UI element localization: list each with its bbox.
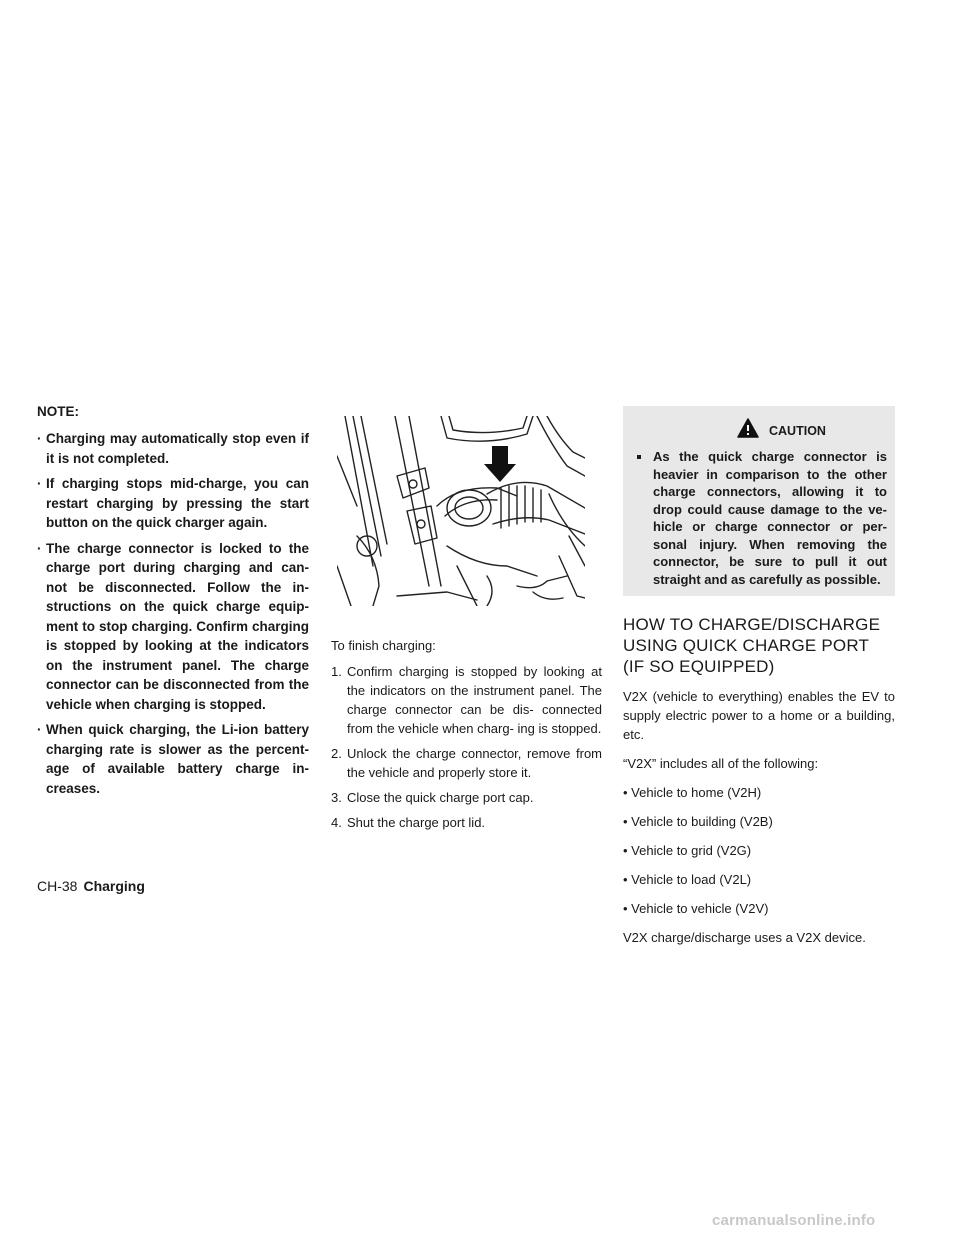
page-number: CH-38	[37, 878, 78, 894]
page-footer	[37, 878, 145, 894]
caution-box	[623, 406, 895, 596]
step-item: 4. Shut the charge port lid.	[331, 815, 486, 830]
note-item: · When quick charging, the Li-ion battery charging rate is slower as the percent- age of available battery charge in- creases.	[37, 722, 309, 796]
caution-header	[631, 414, 887, 440]
v2x-item: • Vehicle to load (V2L)	[623, 872, 752, 887]
watermark: carmanualsonline.info	[712, 1212, 876, 1229]
footer-section: Charging	[83, 878, 145, 894]
step-item: 2. Unlock the charge connector, remove from the vehicle and properly store it.	[331, 746, 602, 780]
note-list	[37, 429, 309, 798]
v2x-includes: “V2X” includes all of the following:	[623, 756, 819, 771]
finish-steps	[331, 662, 602, 832]
finish-column	[331, 416, 602, 838]
v2x-item: • Vehicle to building (V2B)	[623, 814, 773, 829]
caution-label: CAUTION	[769, 424, 826, 438]
v2x-closing: V2X charge/discharge uses a V2X device.	[623, 930, 866, 945]
step-item: 3. Close the quick charge port cap.	[331, 790, 534, 805]
section-title: HOW TO CHARGE/DISCHARGE USING QUICK CHARGE PORT (IF SO EQUIPPED)	[623, 615, 881, 676]
finish-intro: To finish charging:	[331, 638, 436, 653]
warning-icon	[737, 418, 759, 438]
v2x-column	[623, 406, 895, 947]
bullet-square-icon	[637, 455, 641, 459]
v2x-intro: V2X (vehicle to everything) enables the EV to supply electric power to a home or a building, etc.	[623, 689, 895, 742]
note-item: · If charging stops mid-charge, you can restart charging by pressing the start button on the quick charger again.	[37, 476, 309, 530]
v2x-item: • Vehicle to vehicle (V2V)	[623, 901, 769, 916]
note-item: · The charge connector is locked to the charge port during charging and can- not be disconnected. Follow the in- structions on the quick charge equip- ment to stop charging. Confirm charging is stopped by looking at the indicators on the instrument panel. The charge connector can be disconnected from the vehicle when charging is stopped.	[37, 540, 309, 712]
note-column	[37, 404, 309, 804]
step-item: 1. Confirm charging is stopped by looking at the indicators on the instrument panel. The charge connector can be dis- connected from the vehicle when charg- ing is stopped.	[331, 664, 602, 736]
note-heading: NOTE:	[37, 404, 79, 419]
note-item: · Charging may automatically stop even if it is not completed.	[37, 431, 309, 466]
v2x-item: • Vehicle to home (V2H)	[623, 785, 762, 800]
v2x-list	[623, 783, 895, 918]
charge-connector-illustration	[337, 416, 585, 606]
v2x-item: • Vehicle to grid (V2G)	[623, 843, 752, 858]
caution-item: As the quick charge connector is heavier in comparison to the other charge connectors, allowing it to drop could cause damage to the ve- hicle or charge connector or per- sonal injury. When removing the connector, be sure to pull it out straight and as carefully as possible.	[631, 448, 887, 588]
